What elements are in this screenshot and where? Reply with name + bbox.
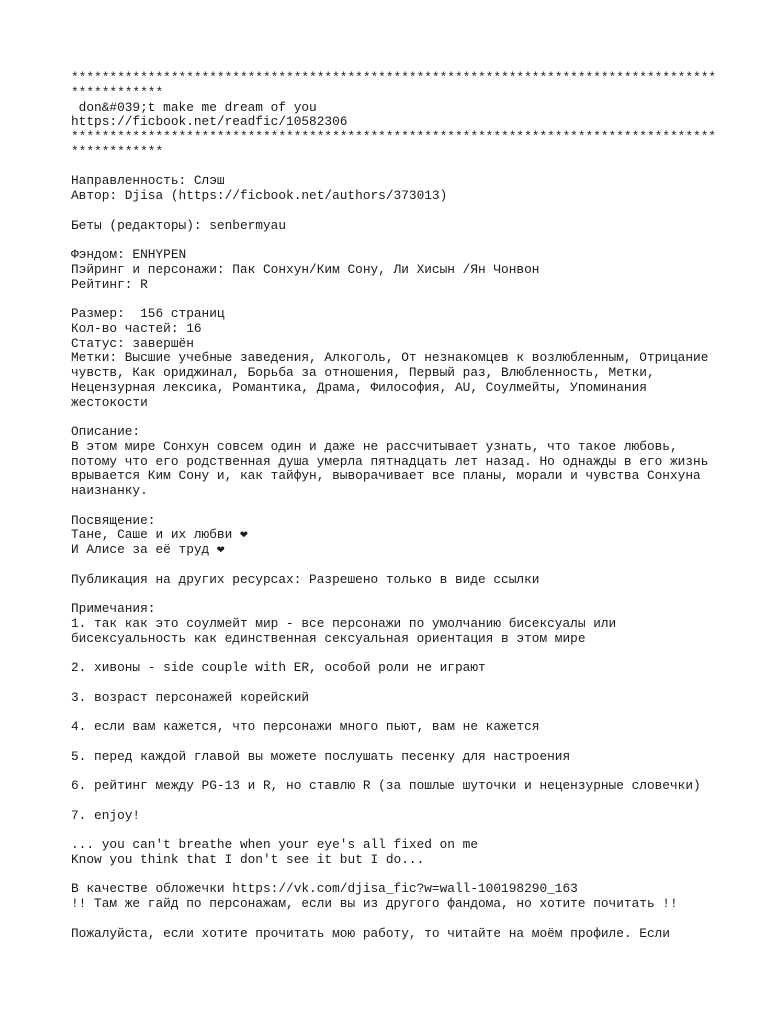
document-page — [71, 70, 717, 941]
text-line: don&#039;t make me dream of you — [71, 99, 317, 115]
text-line: ************ — [71, 143, 164, 159]
blank-line — [71, 705, 711, 720]
text-line: 6. рейтинг между PG-13 и R, но ставлю R (за пошлые шуточки и нецензурные словечки) — [71, 778, 701, 793]
text-line: 3. возраст персонажей корейский — [71, 689, 310, 705]
text-line: Публикация на других ресурсах: Разрешено только в виде ссылки — [71, 571, 540, 587]
text-line: наизнанку. — [71, 483, 148, 498]
text-line: Размер: 156 страниц — [71, 306, 225, 321]
text-line: 4. если вам кажется, что персонажи много пьют, вам не кажется — [71, 719, 540, 734]
text-line: бисексуальность как единственная сексуальная ориентация в этом мире — [71, 630, 586, 646]
text-line: И Алисе за её труд ❤ — [71, 542, 225, 557]
text-line: жестокости — [71, 394, 148, 410]
blank-line — [71, 764, 711, 779]
blank-line — [71, 676, 711, 691]
blank-line — [71, 410, 711, 425]
text-line: Беты (редакторы): senbermyau — [71, 217, 287, 233]
text-line: Статус: завершён — [71, 335, 194, 351]
text-line: 5. перед каждой главой вы можете послушать песенку для настроения — [71, 748, 571, 764]
blank-line — [71, 823, 711, 838]
blank-line — [71, 794, 711, 809]
text-line: Примечания: — [71, 601, 156, 616]
text-line: !! Там же гайд по персонажам, если вы из другого фандома, но хотите почитать !! — [71, 896, 678, 911]
blank-line — [71, 868, 711, 883]
blank-line — [71, 292, 711, 307]
text-line: 1. так как это соулмейт мир - все персонажи по умолчанию бисексуалы или — [71, 615, 617, 631]
blank-line — [71, 204, 711, 219]
text-line: ************************************************************************************ — [71, 129, 717, 144]
blank-line — [71, 735, 711, 750]
text-line: https://ficbook.net/readfic/10582306 — [71, 114, 348, 130]
text-line: 2. хивоны - side couple with ER, особой роли не играют — [71, 660, 486, 675]
blank-line — [71, 160, 711, 175]
text-line: Пожалуйста, если хотите прочитать мою работу, то читайте на моём профиле. Если — [71, 925, 670, 941]
text-line: Нецензурная лексика, Романтика, Драма, Философия, AU, Соулмейты, Упоминания — [71, 379, 647, 395]
blank-line — [71, 499, 711, 514]
text-line: В качестве обложечки https://vk.com/djisa_fic?w=wall-100198290_163 — [71, 881, 578, 897]
blank-line — [71, 587, 711, 602]
text-line: ************************************************************************************ — [71, 70, 717, 85]
text-line: Посвящение: — [71, 512, 156, 528]
text-line: Фэндом: ENHYPEN — [71, 247, 187, 262]
blank-line — [71, 558, 711, 573]
text-line: Тане, Саше и их любви ❤ — [71, 527, 248, 543]
text-line: Автор: Djisa (https://ficbook.net/authors/373013) — [71, 188, 448, 203]
blank-line — [71, 233, 711, 248]
text-line: Кол-во частей: 16 — [71, 320, 202, 336]
text-line: Направленность: Слэш — [71, 173, 225, 189]
text-line: Описание: — [71, 424, 141, 439]
text-line: ************ — [71, 84, 164, 100]
text-line: Метки: Высшие учебные заведения, Алкоголь, От незнакомцев к возлюбленным, Отрицание — [71, 350, 709, 366]
text-line: потому что его родственная душа умерла пятнадцать лет назад. Но однажды в его жизнь — [71, 453, 709, 469]
blank-line — [71, 912, 711, 927]
text-line: 7. enjoy! — [71, 807, 141, 823]
text-line: врывается Ким Сону и, как тайфун, выворачивает все планы, морали и чувства Сонхуна — [71, 468, 701, 484]
blank-line — [71, 646, 711, 661]
text-line: Know you think that I don't see it but I do... — [71, 851, 425, 867]
text-line: чувств, Как ориджинал, Борьба за отношения, Первый раз, Влюбленность, Метки, — [71, 365, 655, 380]
text-line: Рейтинг: R — [71, 276, 148, 292]
text-line: Пэйринг и персонажи: Пак Сонхун/Ким Сону, Ли Хисын /Ян Чонвон — [71, 261, 540, 277]
text-line: В этом мире Сонхун совсем один и даже не рассчитывает узнать, что такое любовь, — [71, 438, 678, 454]
text-line: ... you can't breathe when your eye's all fixed on me — [71, 837, 479, 852]
